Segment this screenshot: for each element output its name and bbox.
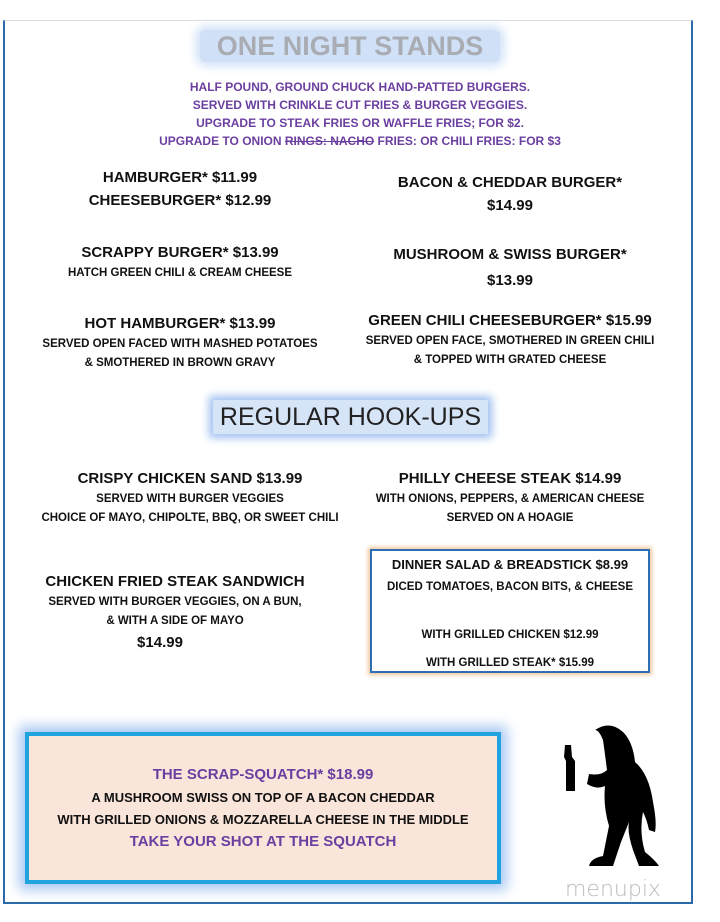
- intro-line: [100, 132, 620, 150]
- menu-item-scrappy: [20, 241, 340, 283]
- item-desc: SERVED ON A HOAGIE: [446, 512, 574, 524]
- section-title-one-night-stands: ONE NIGHT STANDS: [200, 30, 500, 62]
- watermark: menupix: [565, 877, 661, 902]
- item-desc: & TOPPED WITH GRATED CHEESE: [413, 354, 607, 366]
- menu-item-bacon-cheddar: [350, 171, 670, 217]
- intro-line: HALF POUND, GROUND CHUCK HAND-PATTED BURGERS.: [189, 80, 531, 94]
- intro-text: [100, 78, 620, 150]
- item-price: $14.99: [137, 634, 183, 651]
- menu-item-mushroom-swiss: [350, 242, 670, 294]
- intro-line: UPGRADE TO STEAK FRIES OR WAFFLE FRIES; FOR $2.: [196, 116, 524, 130]
- item-desc: SERVED OPEN FACE, SMOTHERED IN GREEN CHILI: [365, 335, 655, 347]
- intro-text-part: FRIES: OR CHILI FRIES: FOR $3: [374, 134, 561, 148]
- item-name: DINNER SALAD & BREADSTICK $8.99: [391, 557, 629, 572]
- item-desc: & SMOTHERED IN BROWN GRAVY: [84, 357, 276, 369]
- item-desc: SERVED WITH BURGER VEGGIES: [96, 493, 284, 505]
- item-name: CHICKEN FRIED STEAK SANDWICH: [45, 573, 305, 590]
- menu-item-crispy-chicken: [15, 467, 365, 528]
- item-name: SCRAPPY BURGER* $13.99: [81, 244, 279, 261]
- item-name: CHEESEBURGER* $12.99: [88, 192, 272, 209]
- item-name: MUSHROOM & SWISS BURGER*: [393, 246, 627, 263]
- special-title: THE SCRAP-SQUATCH* $18.99: [152, 766, 374, 783]
- section-title-regular-hook-ups: REGULAR HOOK-UPS: [213, 400, 488, 434]
- item-price: $14.99: [487, 197, 533, 214]
- salad-box: [370, 549, 650, 673]
- item-desc: HATCH GREEN CHILI & CREAM CHEESE: [67, 267, 293, 279]
- special-box: [25, 732, 501, 884]
- menu-item-hamburger: [30, 166, 330, 212]
- item-name: HOT HAMBURGER* $13.99: [84, 315, 276, 332]
- strikethrough-text: RINGS: NACHO: [284, 134, 375, 148]
- menu-item-hot-hamburger: [20, 312, 340, 373]
- item-desc: SERVED WITH BURGER VEGGIES, ON A BUN,: [48, 596, 302, 608]
- item-price: $13.99: [487, 272, 533, 289]
- item-name: CRISPY CHICKEN SAND $13.99: [77, 470, 303, 487]
- special-desc: WITH GRILLED ONIONS & MOZZARELLA CHEESE IN THE MIDDLE: [57, 812, 469, 827]
- item-desc: WITH ONIONS, PEPPERS, & AMERICAN CHEESE: [375, 493, 645, 505]
- item-option: WITH GRILLED CHICKEN $12.99: [421, 629, 599, 641]
- item-name: HAMBURGER* $11.99: [102, 169, 258, 186]
- bigfoot-icon: [555, 720, 675, 870]
- special-desc: A MUSHROOM SWISS ON TOP OF A BACON CHEDDAR: [91, 790, 435, 805]
- item-name: PHILLY CHEESE STEAK $14.99: [398, 470, 622, 487]
- item-desc: DICED TOMATOES, BACON BITS, & CHEESE: [387, 581, 633, 593]
- item-option: WITH GRILLED STEAK* $15.99: [425, 657, 595, 669]
- item-desc: SERVED OPEN FACED WITH MASHED POTATOES: [42, 338, 318, 350]
- menu-item-chicken-fried-steak: [15, 570, 335, 654]
- item-desc: & WITH A SIDE OF MAYO: [106, 615, 244, 627]
- item-desc: CHOICE OF MAYO, CHIPOLTE, BBQ, OR SWEET CHILI: [41, 512, 339, 524]
- item-name: BACON & CHEDDAR BURGER*: [397, 174, 623, 191]
- special-tagline: TAKE YOUR SHOT AT THE SQUATCH: [129, 833, 397, 850]
- menu-item-philly: [350, 467, 670, 528]
- intro-text-part: UPGRADE TO ONION: [159, 134, 285, 148]
- menu-item-green-chili: [350, 309, 670, 370]
- item-name: GREEN CHILI CHEESEBURGER* $15.99: [368, 312, 652, 329]
- intro-line: SERVED WITH CRINKLE CUT FRIES & BURGER VEGGIES.: [192, 98, 528, 112]
